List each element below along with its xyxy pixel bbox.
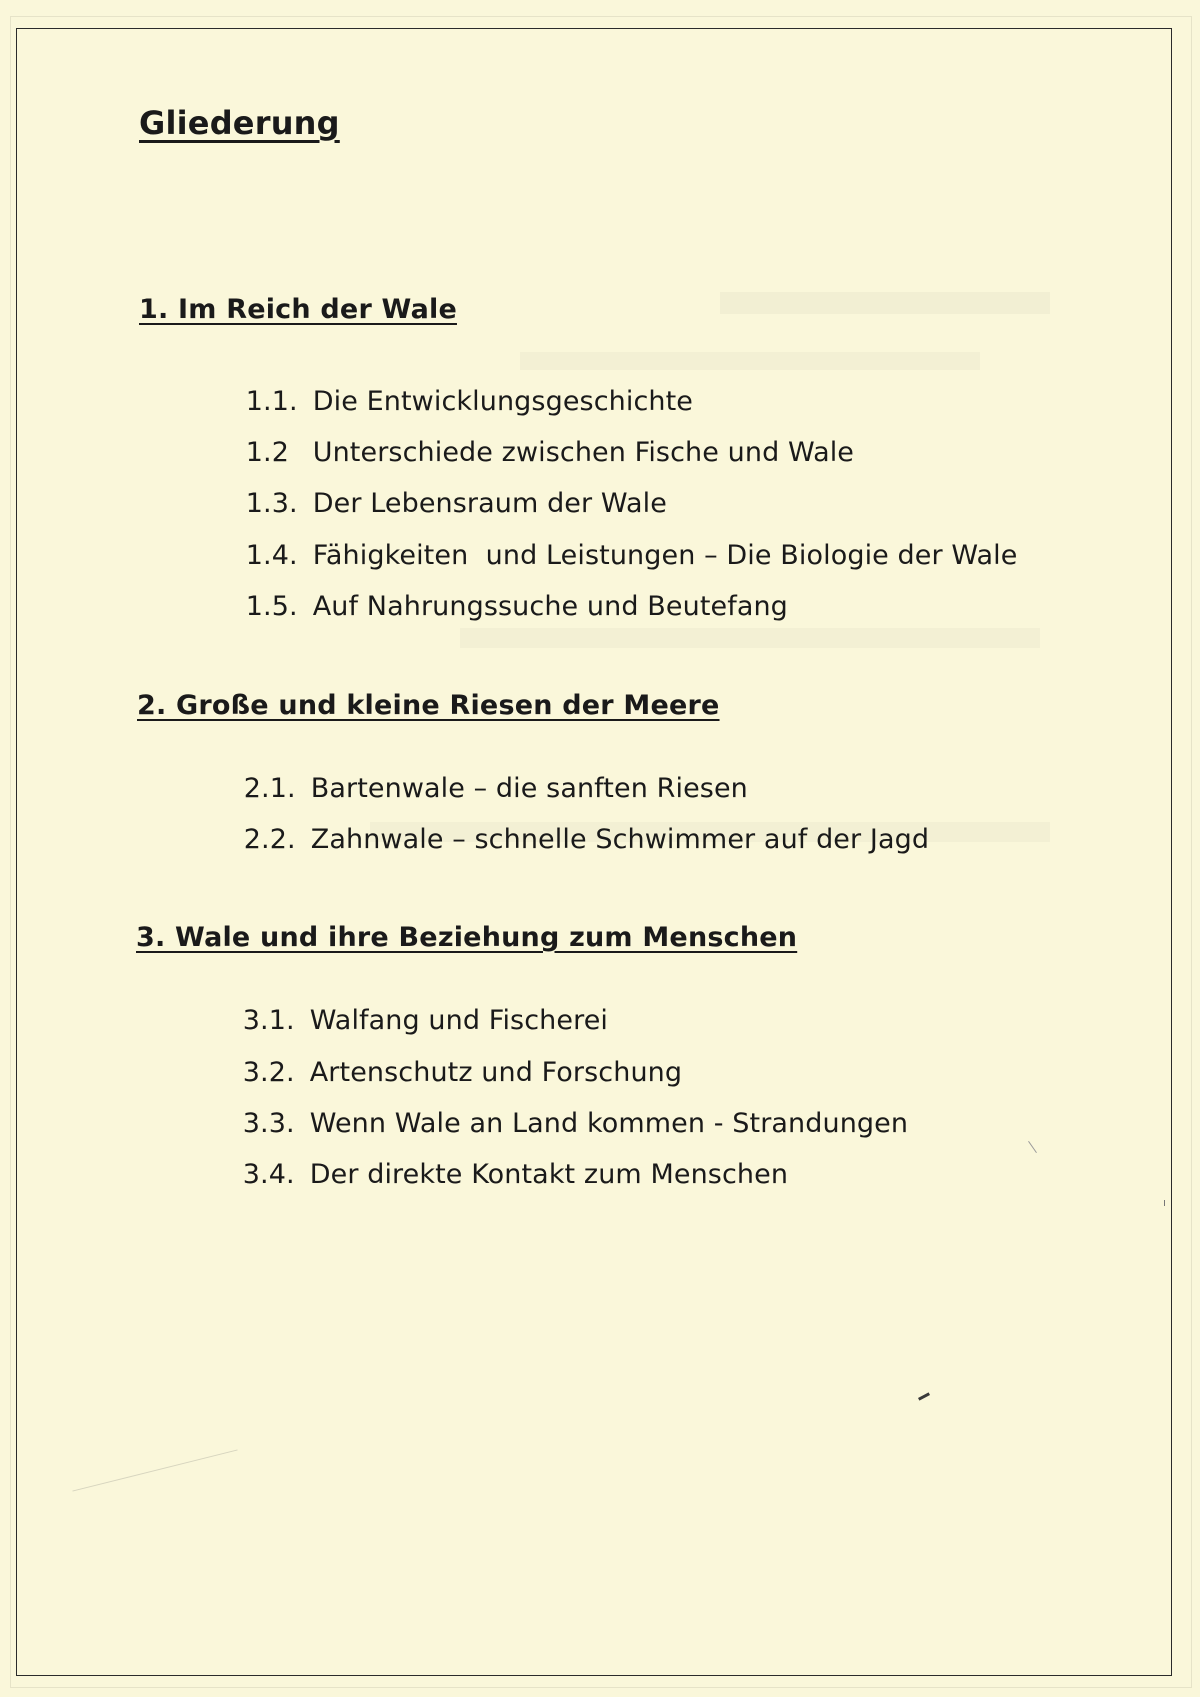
item-number: 2.2.	[243, 824, 296, 855]
item-text: Fähigkeiten und Leistungen – Die Biologie der Wale	[312, 540, 1018, 571]
item-text: Der direkte Kontakt zum Menschen	[309, 1159, 789, 1190]
item-text: Unterschiede zwischen Fische und Wale	[312, 437, 855, 468]
outline-item	[208, 1128, 788, 1221]
show-through-shadow	[720, 292, 1050, 314]
item-number: 2.1.	[243, 773, 296, 804]
item-number: 3.3.	[242, 1108, 295, 1139]
item-text: Der Lebensraum der Wale	[312, 488, 667, 519]
item-number: 1.1.	[245, 386, 298, 417]
item-number: 3.2.	[242, 1057, 295, 1088]
item-number: 1.5.	[245, 591, 298, 622]
item-text: Die Entwicklungsgeschichte	[312, 386, 694, 417]
item-number: 1.2	[245, 437, 289, 468]
item-number: 3.4.	[242, 1159, 295, 1190]
item-text: Bartenwale – die sanften Riesen	[310, 773, 748, 804]
section-heading: 3. Wale und ihre Beziehung zum Menschen	[136, 922, 798, 953]
item-number: 1.4.	[245, 540, 298, 571]
item-number: 1.3.	[245, 488, 298, 519]
item-text: Zahnwale – schnelle Schwimmer auf der Jagd	[310, 824, 930, 855]
section-heading: 1. Im Reich der Wale	[139, 294, 457, 325]
page-title: Gliederung	[139, 104, 340, 142]
scan-speck	[1164, 1200, 1165, 1206]
item-text: Artenschutz und Forschung	[309, 1057, 683, 1088]
item-text: Walfang und Fischerei	[309, 1005, 609, 1036]
item-text: Wenn Wale an Land kommen - Strandungen	[309, 1108, 909, 1139]
outline-item	[211, 560, 788, 653]
item-text: Auf Nahrungssuche und Beutefang	[312, 591, 788, 622]
item-number: 3.1.	[242, 1005, 295, 1036]
outline-item	[209, 793, 929, 886]
section-heading: 2. Große und kleine Riesen der Meere	[137, 690, 720, 721]
